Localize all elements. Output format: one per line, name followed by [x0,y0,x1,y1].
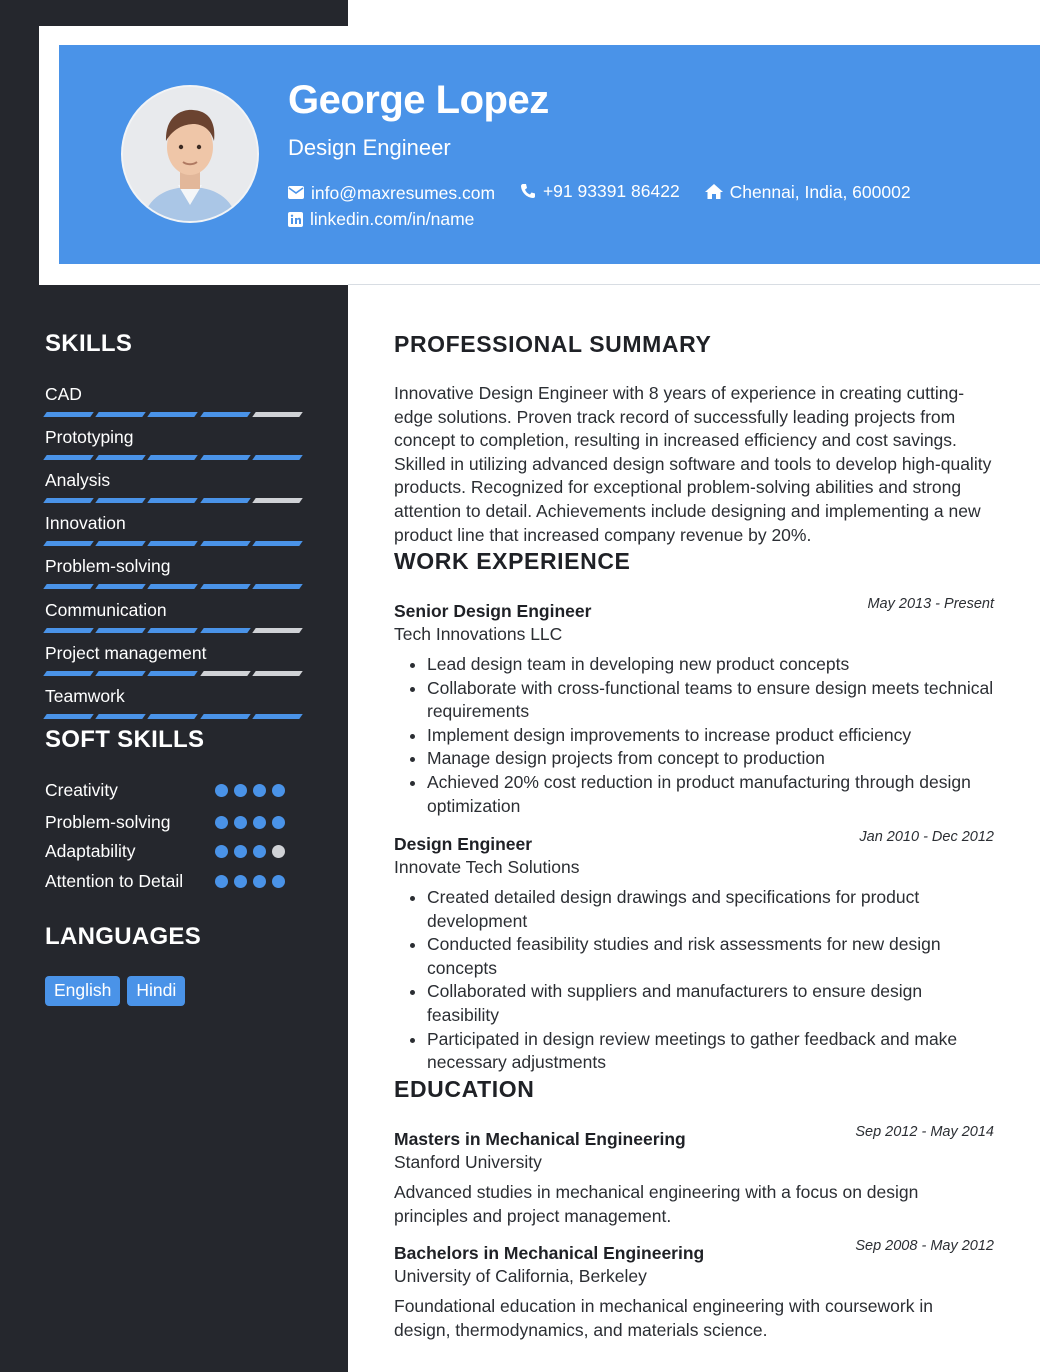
job-entry [394,829,994,1075]
skill-level-segment [252,584,303,589]
summary-text: Innovative Design Engineer with 8 years of experience in creating cutting-edge solutions. Proven track record of successfully leading projects from concept to completion, resulting in increased efficiency and cost savings. Skilled in utilizing advanced design software and tools to develop high-quality products. Recognized for exceptional problem-solving abilities and strong attention to detail. Achievements include designing and implementing a new product line that increased company revenue by 20%. [394,383,992,545]
skill-label: Prototyping [45,427,134,448]
skill-level-segment [200,671,251,676]
job-dates: Jan 2010 - Dec 2012 [859,829,994,845]
language-badge: English [45,976,120,1006]
job-bullets [394,653,994,818]
skill-label: CAD [45,384,82,404]
skill-level-segment [200,412,251,417]
rating-dot [272,784,285,797]
rating-dot [253,784,266,797]
job-bullet: • Lead design team in developing new product concepts [427,653,994,677]
skill-item [45,555,301,589]
skill-label: Project management [45,642,207,663]
experience-heading: WORK EXPERIENCE [394,548,631,574]
skill-level-segment [148,671,199,676]
job-bullet: • Collaborate with cross-functional teams to ensure design meets technical requirements [427,677,994,724]
soft-skill-label: Problem-solving [45,812,171,832]
job-company: Tech Innovations LLC [394,624,563,644]
job-title: Design Engineer [394,834,533,854]
job-bullets [394,886,994,1075]
skill-item [45,685,301,719]
skill-level-segment [148,412,199,417]
skill-item [45,426,301,460]
rating-dot [215,784,228,797]
rating-dot [253,875,266,888]
rating-dot [234,875,247,888]
job-title: Senior Design Engineer [394,601,592,621]
languages-heading: LANGUAGES [45,923,202,950]
skill-level-segment [43,584,94,589]
soft-skill-item [45,869,290,893]
skill-level-segment [200,714,251,719]
contact-list [288,178,1008,234]
contact-linkedin-text: linkedin.com/in/name [310,209,475,229]
contact-location-text: Chennai, India, 600002 [729,181,911,202]
skill-level-segment [43,628,94,633]
skills-heading: SKILLS [45,330,133,357]
envelope-icon [288,186,304,199]
avatar [121,85,259,223]
soft-skill-rating [215,784,285,797]
skill-level-segment [43,541,94,546]
contact-linkedin[interactable] [288,206,474,232]
rating-dot [272,816,285,829]
contact-phone-text: +91 93391 86422 [542,181,680,201]
candidate-name: George Lopez [288,78,549,122]
soft-skill-rating [215,816,285,829]
education-school: Stanford University [394,1152,542,1172]
skill-level-segment [252,671,303,676]
skill-level-segment [200,541,251,546]
skill-label: Problem-solving [45,556,171,577]
soft-skill-item [45,810,290,834]
skill-level-segment [200,584,251,589]
header [59,45,1040,264]
education-degree: Masters in Mechanical Engineering [394,1129,686,1149]
skill-level-segment [200,628,251,633]
job-bullet: • Created detailed design drawings and specifications for product development [427,886,994,933]
phone-icon [520,183,536,199]
rating-dot [272,845,285,858]
education-entry [394,1124,994,1228]
skill-level-segment [148,628,199,633]
home-icon [705,184,723,199]
education-heading: EDUCATION [394,1076,535,1102]
job-bullet: • Achieved 20% cost reduction in product manufacturing through design optimization [427,771,994,818]
skill-level-bar [45,412,301,417]
education-description: Foundational education in mechanical engineering with coursework in design, thermodynamics, and materials science. [394,1296,933,1340]
skill-level-segment [148,498,199,503]
rating-dot [234,816,247,829]
skill-level-bar [45,671,301,676]
skill-level-segment [148,455,199,460]
skill-label: Analysis [45,470,111,491]
skill-item [45,599,301,633]
skill-level-segment [252,498,303,503]
skill-level-bar [45,455,301,460]
skill-item [45,512,301,546]
skill-level-segment [43,671,94,676]
job-bullet: • Participated in design review meetings to gather feedback and make necessary adjustments [427,1028,994,1075]
job-company: Innovate Tech Solutions [394,857,580,877]
education-description: Advanced studies in mechanical engineering with a focus on design principles and project management. [394,1182,919,1226]
rating-dot [215,845,228,858]
skill-level-bar [45,584,301,589]
rating-dot [234,784,247,797]
summary-heading: PROFESSIONAL SUMMARY [394,331,712,357]
contact-email[interactable] [288,180,495,206]
skill-level-segment [252,412,303,417]
skill-level-segment [252,714,303,719]
skill-label: Teamwork [45,685,125,706]
soft-skill-item [45,778,290,802]
education-school: University of California, Berkeley [394,1266,647,1286]
linkedin-icon [288,212,303,227]
education-degree: Bachelors in Mechanical Engineering [394,1243,705,1263]
skill-level-segment [252,628,303,633]
education-entry [394,1238,994,1342]
skill-level-segment [95,714,146,719]
education-dates: Sep 2008 - May 2012 [855,1238,994,1254]
skill-level-segment [252,455,303,460]
job-bullet: • Implement design improvements to increase product efficiency [427,724,994,748]
skill-level-segment [95,541,146,546]
skill-label: Communication [45,599,167,620]
skill-level-bar [45,541,301,546]
skill-level-bar [45,628,301,633]
job-bullet: • Collaborated with suppliers and manufacturers to ensure design feasibility [427,980,994,1027]
soft-skill-label: Attention to Detail [45,871,184,891]
contact-email-text: info@maxresumes.com [311,182,496,203]
skill-level-segment [200,498,251,503]
rating-dot [253,816,266,829]
job-bullet: • Conducted feasibility studies and risk assessments for new design concepts [427,933,994,980]
languages-list [45,976,185,1006]
job-dates: May 2013 - Present [867,596,994,612]
skill-label: Innovation [45,513,126,534]
rating-dot [234,845,247,858]
rating-dot [215,816,228,829]
job-entry [394,596,994,818]
job-bullet: • Manage design projects from concept to production [427,747,994,771]
skill-level-segment [95,671,146,676]
skill-level-segment [95,498,146,503]
rating-dot [253,845,266,858]
skill-level-bar [45,714,301,719]
skill-level-segment [95,455,146,460]
skill-item [45,383,301,417]
skill-level-segment [95,584,146,589]
skill-level-bar [45,498,301,503]
rating-dot [272,875,285,888]
soft-skill-rating [215,845,285,858]
education-dates: Sep 2012 - May 2014 [855,1124,994,1140]
skill-level-segment [200,455,251,460]
skill-level-segment [43,455,94,460]
language-badge: Hindi [127,976,185,1006]
skill-level-segment [43,498,94,503]
soft-skill-label: Adaptability [45,841,136,861]
contact-phone[interactable] [520,178,680,204]
skill-level-segment [43,412,94,417]
soft-skills-heading: SOFT SKILLS [45,726,205,753]
skill-level-segment [95,628,146,633]
soft-skill-item [45,839,290,863]
skill-item [45,469,301,503]
skill-level-segment [95,412,146,417]
contact-location [705,179,911,205]
soft-skill-rating [215,875,285,888]
rating-dot [215,875,228,888]
skill-level-segment [148,541,199,546]
skill-item [45,642,301,676]
skill-level-segment [148,584,199,589]
skill-level-segment [43,714,94,719]
profile-photo [123,87,257,221]
candidate-title: Design Engineer [288,135,451,160]
skill-level-segment [148,714,199,719]
header-divider [348,284,1040,285]
skill-level-segment [252,541,303,546]
soft-skill-label: Creativity [45,780,118,800]
